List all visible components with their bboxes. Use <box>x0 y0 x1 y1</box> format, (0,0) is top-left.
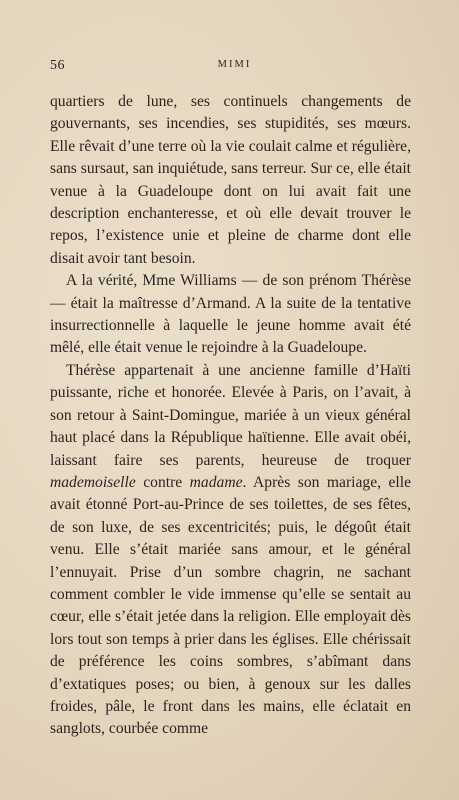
paragraph-2: A la vérité, Mme Williams — de son prénom Thérèse — était la maîtresse d’Armand. A la suite de la tentative insurrectionnelle à laquelle le jeune homme avait été mêlé, elle était venue le rejoindre à la Guadeloupe. <box>50 272 411 357</box>
paragraph-3-text-start: Thérèse appartenait à une ancienne famille d’Haïti puissante, riche et honorée. Elevée à Paris, on l’avait, à son retour à Saint-Domingue, mariée à un vieux général haut placé dans la République haïtienne. Elle avait obéi, laissant faire ses parents, heureuse de troquer <box>50 361 411 469</box>
running-title: MIMI <box>217 59 252 70</box>
page-body <box>50 91 411 741</box>
paragraph-3-text-middle: contre <box>135 473 190 491</box>
paragraph-1: quartiers de lune, ses continuels changements de gouvernants, ses incendies, ses stupidités, ses mœurs. Elle rêvait d’une terre où la vie coulait calme et régulière, sans sursaut, san inquiétude, sans terreur. Sur ce, elle était venue à la Guadeloupe dont on lui avait fait une description enchanteresse, et où elle devait trouver le repos, l’existence unie et pleine de charme dont elle disait avoir tant besoin. <box>50 93 411 267</box>
italic-word-mademoiselle: mademoiselle <box>50 473 136 491</box>
paragraph-3 <box>50 360 411 741</box>
paragraph-3-text-end: . Après son mariage, elle avait étonné Port-au-Prince de ses toilettes, de ses fêtes, de son luxe, de ses excentricités; puis, le dégoût était venu. Elle s’était mariée sans amour, et le général l’ennuyait. Prise d’un sombre chagrin, ne sachant comment combler le vide immense qu’elle se sentait au cœur, elle s’était jetée dans la religion. Elle employait dès lors tout son temps à prier dans les églises. Elle chérissait de préférence les coins sombres, s’abîmant dans d’extatiques poses; ou bien, à genoux sur les dalles froides, pâle, le front dans les mains, elle éclatait en sanglots, courbée comme <box>50 473 411 738</box>
italic-word-madame: madame <box>189 473 243 491</box>
page-number: 56 <box>50 58 65 73</box>
page-header <box>50 58 419 76</box>
